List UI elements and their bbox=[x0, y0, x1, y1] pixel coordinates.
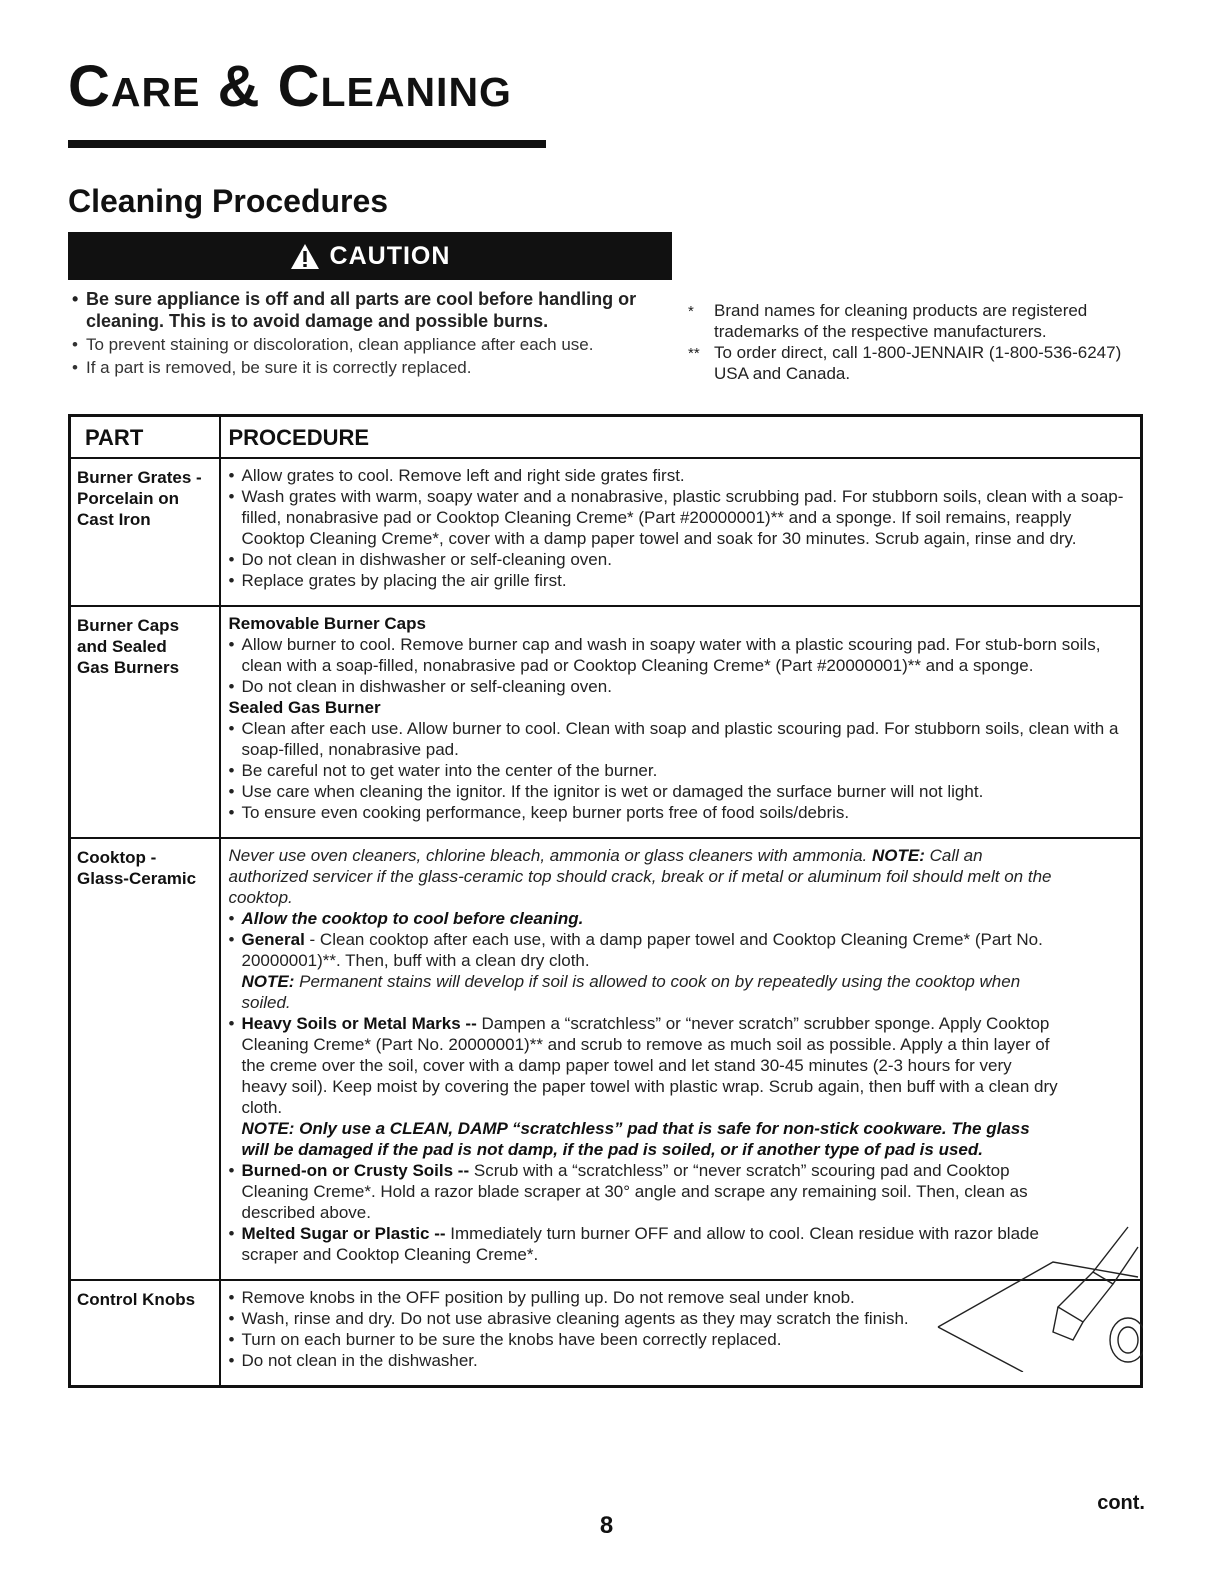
caution-banner bbox=[68, 232, 672, 280]
procedure-bullet: • Burned-on or Crusty Soils -- Scrub with a “scratchless” or “never scratch” scouring pad and Cooktop Cleaning Creme*. Hold a razor blade scraper at 30° angle and scrape any remaining soil. Then, clean as described above. bbox=[228, 1161, 1028, 1222]
continued-label: cont. bbox=[1097, 1492, 1145, 1514]
procedure-bullet: • Allow the cooktop to cool before cleaning. bbox=[228, 909, 584, 928]
title-rule bbox=[68, 140, 546, 148]
procedure-bullet: • Turn on each burner to be sure the knobs have been correctly replaced. bbox=[228, 1330, 782, 1349]
procedure-bullet: • Allow burner to cool. Remove burner cap and wash in soapy water with a plastic scouring pad. For stub-born soils, clean with a soap-filled, nonabrasive pad or Cooktop Cleaning Creme* (Part #20000001)** and a sponge. bbox=[228, 635, 1101, 675]
part-name: Cooktop - Glass-Ceramic bbox=[70, 838, 220, 1280]
caution-label: CAUTION bbox=[329, 241, 451, 270]
procedure-bullet: • Do not clean in dishwasher or self-cleaning oven. bbox=[228, 550, 612, 569]
procedure-bullet: • Remove knobs in the OFF position by pulling up. Do not remove seal under knob. bbox=[228, 1288, 855, 1307]
column-header-part: PART bbox=[70, 416, 220, 459]
procedure-bullet: • Wash, rinse and dry. Do not use abrasive cleaning agents as they may scratch the finish. bbox=[228, 1309, 909, 1328]
table-header-row bbox=[70, 416, 1142, 459]
page-number: 8 bbox=[599, 1512, 614, 1539]
caution-list bbox=[68, 288, 678, 378]
part-name: Burner Caps and Sealed Gas Burners bbox=[70, 606, 220, 838]
procedure-bullet: • Use care when cleaning the ignitor. If the ignitor is wet or damaged the surface burner will not light. bbox=[228, 782, 984, 801]
procedure-bullet: • Replace grates by placing the air grille first. bbox=[228, 571, 567, 590]
procedure-bullet: • General - Clean cooktop after each use, with a damp paper towel and Cooktop Cleaning Creme* (Part No. 20000001)**. Then, buff with a clean dry cloth. bbox=[228, 930, 1043, 970]
general-note: NOTE: Permanent stains will develop if soil is allowed to cook on by repeatedly using the cooktop when soiled. bbox=[241, 972, 1021, 1012]
procedure-bullet: • Do not clean in the dishwasher. bbox=[228, 1351, 478, 1370]
procedure-cell bbox=[220, 838, 1142, 1280]
footnotes bbox=[688, 300, 1158, 384]
footnote: ** To order direct, call 1-800-JENNAIR (1-800-536-6247) USA and Canada. bbox=[688, 343, 1122, 383]
procedure-bullet: • Melted Sugar or Plastic -- Immediately turn burner OFF and allow to cool. Clean residue with razor blade scraper and Cooktop Cleaning Creme*. bbox=[228, 1224, 1039, 1264]
warning-triangle-icon bbox=[290, 243, 320, 270]
table-row bbox=[70, 606, 1142, 838]
cooktop-warning: Never use oven cleaners, chlorine bleach, ammonia or glass cleaners with ammonia. NOTE: Call an authorized servicer if the glass-ceramic top should crack, break or if metal or aluminum foil should melt on the cooktop. bbox=[228, 846, 1052, 907]
caution-item: • If a part is removed, be sure it is correctly replaced. bbox=[72, 358, 472, 377]
procedure-bullet: • Wash grates with warm, soapy water and a nonabrasive, plastic scrubbing pad. For stubborn soils, clean with a soap-filled, nonabrasive pad or Cooktop Cleaning Creme* (Part #20000001)** and a sponge. If soil remains, reapply Cooktop Cleaning Creme*, cover with a damp paper towel and soak for 30 minutes. Scrub again, rinse and dry. bbox=[228, 487, 1124, 548]
caution-item: • To prevent staining or discoloration, clean appliance after each use. bbox=[72, 335, 594, 354]
part-name: Burner Grates - Porcelain on Cast Iron bbox=[70, 458, 220, 606]
razor-scraper-illustration bbox=[933, 1222, 1143, 1372]
section-title: Cleaning Procedures bbox=[68, 183, 389, 219]
page-title: Care & Cleaning bbox=[68, 54, 512, 119]
heavy-soil-note: NOTE: Only use a CLEAN, DAMP “scratchless” pad that is safe for non-stick cookware. The glass will be damaged if the pad is not damp, if the pad is soiled, or if another type of pad is used. bbox=[241, 1119, 1030, 1159]
part-name: Control Knobs bbox=[70, 1280, 220, 1387]
table-row bbox=[70, 458, 1142, 606]
procedure-bullet: • Heavy Soils or Metal Marks -- Dampen a “scratchless” or “never scratch” scrubber sponge. Apply Cooktop Cleaning Creme* (Part No. 20000001)** and scrub to remove as much soil as possible. Apply a thin layer of the creme over the soil, cover with a damp paper towel and let stand 30-45 minutes (2-3 hours for very heavy soil). Keep moist by covering the paper towel with plastic wrap. Scrub again, then buff with a clean dry cloth. bbox=[228, 1014, 1058, 1117]
procedure-subheading: Sealed Gas Burner bbox=[228, 698, 381, 717]
procedure-cell bbox=[220, 606, 1142, 838]
column-header-procedure: PROCEDURE bbox=[220, 416, 1142, 459]
procedure-cell bbox=[220, 458, 1142, 606]
procedure-bullet: • To ensure even cooking performance, keep burner ports free of food soils/debris. bbox=[228, 803, 850, 822]
procedure-bullet: • Do not clean in dishwasher or self-cleaning oven. bbox=[228, 677, 612, 696]
table-row bbox=[70, 838, 1142, 1280]
footnote: * Brand names for cleaning products are registered trademarks of the respective manufacturers. bbox=[688, 301, 1088, 341]
procedure-bullet: • Be careful not to get water into the center of the burner. bbox=[228, 761, 658, 780]
procedure-bullet: • Allow grates to cool. Remove left and right side grates first. bbox=[228, 466, 685, 485]
procedure-subheading: Removable Burner Caps bbox=[228, 614, 426, 633]
caution-item: • Be sure appliance is off and all parts are cool before handling or cleaning. This is to avoid damage and possible burns. bbox=[72, 289, 637, 331]
procedure-bullet: • Clean after each use. Allow burner to cool. Clean with soap and plastic scouring pad. For stubborn soils, clean with a soap-filled, nonabrasive pad. bbox=[228, 719, 1119, 759]
